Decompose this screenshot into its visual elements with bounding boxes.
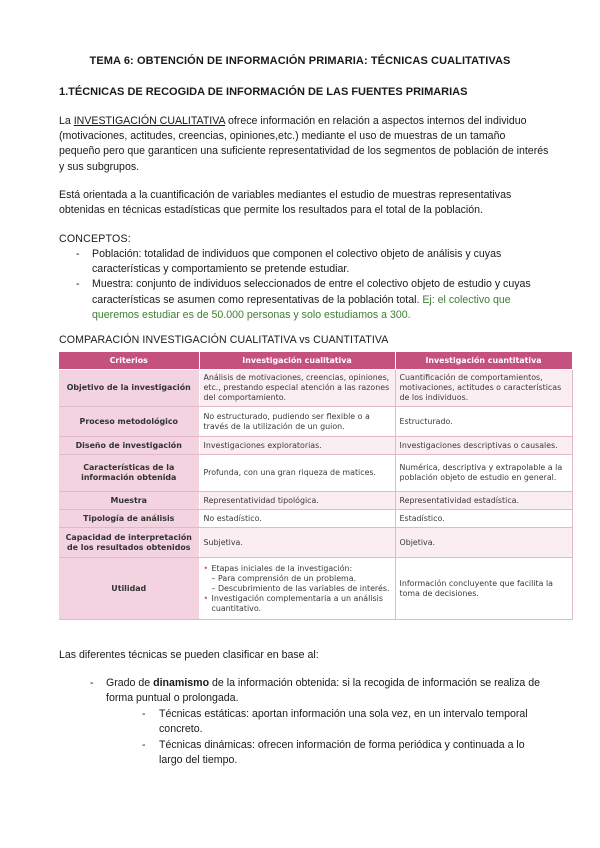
- quantitative-cell: Investigaciones descriptivas o causales.: [395, 437, 572, 455]
- intro-highlight: INVESTIGACIÓN CUALITATIVA: [73, 115, 226, 127]
- quantitative-cell: Estructurado.: [395, 407, 572, 437]
- dash-bullet: -: [142, 707, 146, 720]
- dash-bullet: -: [142, 738, 146, 751]
- qualitative-cell: No estadístico.: [199, 510, 395, 528]
- dash-bullet: -: [90, 677, 94, 689]
- orientation-paragraph: Está orientada a la cuantificación de variables mediantes el estudio de muestras representativas obtenidas en técnicas estadísticas que permite los resultados para el total de la población.: [59, 189, 512, 217]
- comparison-table: [59, 352, 573, 620]
- qualitative-cell: [199, 558, 395, 620]
- concept-text: Muestra: conjunto de individuos seleccionados de entre el colectivo objeto de estudio y cuyas características se asumen como representativas de la población total.: [92, 278, 531, 306]
- quantitative-cell: Cuantificación de comportamientos, motivaciones, actitudes o características de los individuos.: [395, 370, 572, 407]
- table-row: [59, 510, 572, 528]
- list-item: [76, 277, 551, 323]
- comparison-label: COMPARACIÓN INVESTIGACIÓN CUALITATIVA vs CUANTITATIVA: [59, 334, 389, 346]
- criterion-cell: Objetivo de la investigación: [59, 370, 199, 407]
- intro-paragraph: [59, 114, 549, 175]
- page-title: TEMA 6: OBTENCIÓN DE INFORMACIÓN PRIMARIA: TÉCNICAS CUALITATIVAS: [89, 55, 511, 67]
- list-item: [142, 738, 536, 769]
- table-row: [59, 455, 572, 492]
- section-heading: 1.TÉCNICAS DE RECOGIDA DE INFORMACIÓN DE LAS FUENTES PRIMARIAS: [59, 86, 468, 98]
- concepts-list: [76, 247, 551, 323]
- list-item: [90, 676, 540, 768]
- list-item: [204, 594, 391, 614]
- list-item: [142, 707, 536, 738]
- concepts-label: CONCEPTOS:: [59, 233, 131, 245]
- qualitative-cell: Representatividad tipológica.: [199, 492, 395, 510]
- header-criteria: Criterios: [59, 352, 199, 370]
- qualitative-cell: No estructurado, pudiendo ser flexible o a través de la utilización de un guion.: [199, 407, 395, 437]
- criterion-cell: Diseño de investigación: [59, 437, 199, 455]
- intro-text: ofrece información en relación a aspectos internos del individuo (motivaciones, actitudes, creencias, opiniones,etc.) mediante el uso de muestras de un tamaño pequeño pero que garanticen una suficiente representatividad de los segmentos de población de interés y sus subgrupos.: [59, 115, 549, 173]
- quantitative-cell: Información concluyente que facilita la toma de decisiones.: [395, 558, 572, 620]
- bullet-dot: •: [203, 563, 209, 573]
- bullet-dot: •: [203, 593, 209, 603]
- criterion-cell: Proceso metodológico: [59, 407, 199, 437]
- classification-list: [90, 676, 540, 768]
- table-row: [59, 437, 572, 455]
- intro-prefix: La: [59, 115, 74, 127]
- subitem-text: Técnicas dinámicas: ofrecen información de forma periódica y continuada a lo largo del tiempo.: [159, 738, 525, 767]
- table-row: [59, 528, 572, 558]
- criterion-cell: Características de la información obtenida: [59, 455, 199, 492]
- quantitative-cell: Objetiva.: [395, 528, 572, 558]
- qualitative-cell: Subjetiva.: [199, 528, 395, 558]
- criterion-cell: Tipología de análisis: [59, 510, 199, 528]
- header-qualitative: Investigación cualitativa: [199, 352, 395, 370]
- qualitative-cell: Investigaciones exploratorias.: [199, 437, 395, 455]
- utility-list: [204, 564, 391, 614]
- quantitative-cell: Numérica, descriptiva y extrapolable a la población objeto de estudio en general.: [395, 455, 572, 492]
- utility-sublist: [212, 574, 391, 594]
- dash-bullet: -: [76, 248, 80, 260]
- header-quantitative: Investigación cuantitativa: [395, 352, 572, 370]
- item-prefix: Grado de: [106, 677, 154, 689]
- table-header-row: [59, 352, 572, 370]
- table-row: [59, 370, 572, 407]
- criterion-cell: Capacidad de interpretación de los resultados obtenidos: [59, 528, 199, 558]
- item-bold: dinamismo: [153, 677, 210, 689]
- subitem-text: Técnicas estáticas: aportan información una sola vez, en un intervalo temporal concreto.: [159, 707, 528, 736]
- classification-intro: Las diferentes técnicas se pueden clasificar en base al:: [59, 649, 319, 661]
- utility-item-text: Investigación complementaria a un análisis cuantitativo.: [211, 593, 383, 613]
- dash-bullet: -: [76, 278, 80, 291]
- quantitative-cell: Estadístico.: [395, 510, 572, 528]
- criterion-cell: Utilidad: [59, 558, 199, 620]
- qualitative-cell: Profunda, con una gran riqueza de matices.: [199, 455, 395, 492]
- criterion-cell: Muestra: [59, 492, 199, 510]
- table-row: [59, 558, 572, 620]
- list-item: [76, 247, 551, 277]
- table-row: [59, 492, 572, 510]
- qualitative-cell: Análisis de motivaciones, creencias, opiniones, etc., prestando especial atención a las razones del comportamiento.: [199, 370, 395, 407]
- list-item: – Para comprensión de un problema.: [211, 573, 357, 583]
- item-text: de la información obtenida: si la recogida de información se realiza de forma puntual o prolongada.: [106, 677, 541, 705]
- concept-text: Población: totalidad de individuos que componen el colectivo objeto de análisis y cuyas características y comportamiento se pretende estudiar.: [92, 248, 502, 276]
- concept-example: Ej: el colectivo que queremos estudiar es de 50.000 personas y solo estudiamos a 300.: [92, 293, 511, 321]
- classification-sublist: [142, 707, 536, 769]
- table-row: [59, 407, 572, 437]
- quantitative-cell: Representatividad estadística.: [395, 492, 572, 510]
- list-item: – Descubrimiento de las variables de interés.: [211, 583, 390, 593]
- list-item: [204, 564, 391, 594]
- utility-item-text: Etapas iniciales de la investigación:: [211, 563, 353, 573]
